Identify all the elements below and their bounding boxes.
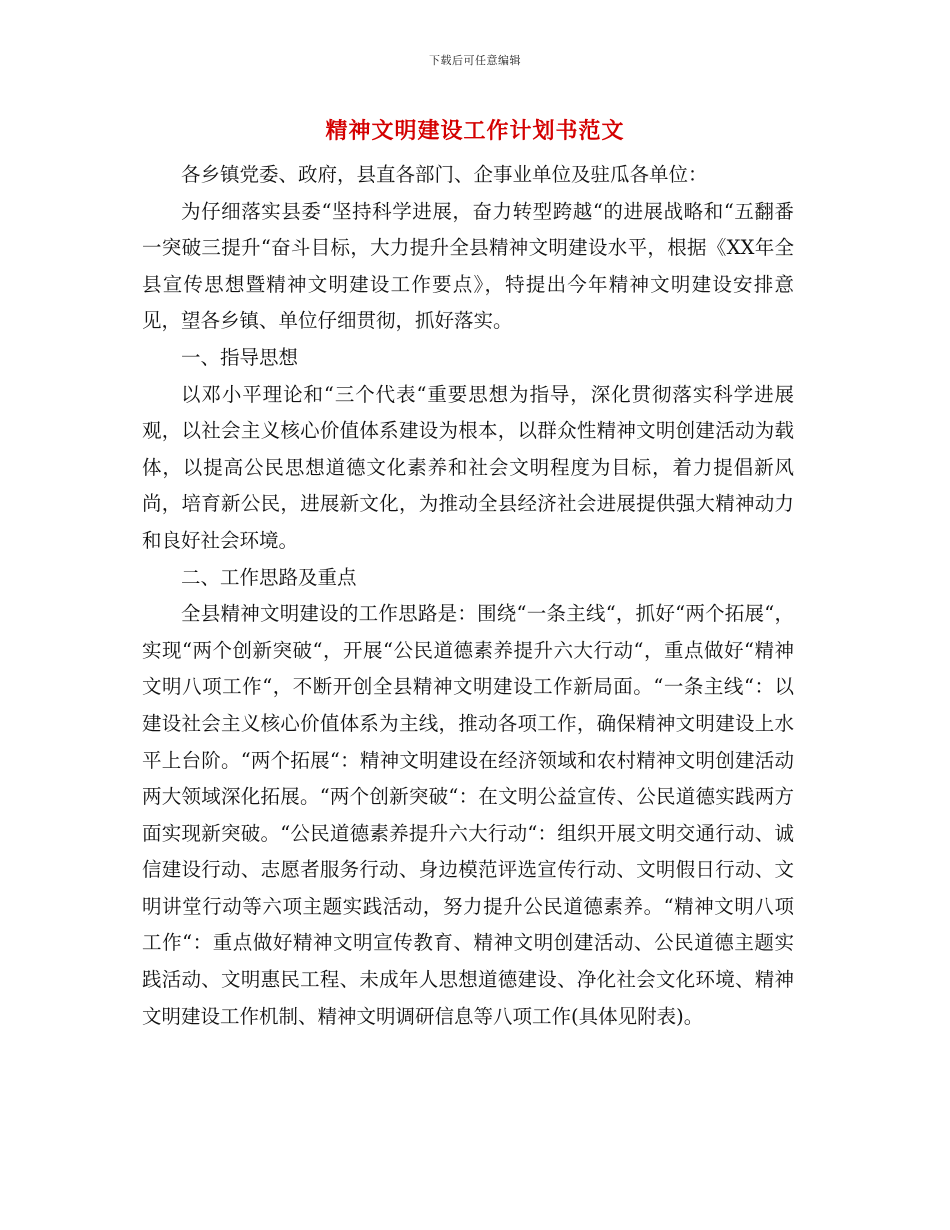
document-body (142, 157, 794, 1035)
header-note: 下载后可任意编辑 (429, 54, 521, 67)
section-heading-work-ideas: 二、工作思路及重点 (181, 565, 357, 589)
guiding-ideology-paragraph: 以邓小平理论和“三个代表“重要思想为指导，深化贯彻落实科学进展观，以社会主义核心价值体系建设为根本，以群众性精神文明创建活动为载体，以提高公民思想道德文化素养和社会文明程度为目标，着力提倡新风尚，培育新公民，进展新文化，为推动全县经济社会进展提供强大精神动力和良好社会环境。 (142, 382, 794, 552)
salutation-paragraph: 各乡镇党委、政府，县直各部门、企事业单位及驻瓜各单位： (181, 163, 708, 186)
document-title: 精神文明建设工作计划书范文 (325, 118, 625, 144)
work-ideas-paragraph: 全县精神文明建设的工作思路是：围绕“一条主线“，抓好“两个拓展“，实现“两个创新突破“，开展“公民道德素养提升六大行动“，重点做好“精神文明八项工作“，不断开创全县精神文明建设工作新局面。“一条主线“：以建设社会主义核心价值体系为主线，推动各项工作，确保精神文明建设上水平上台阶。“两个拓展“：精神文明建设在经济领域和农村精神文明创建活动两大领域深化拓展。“两个创新突破“：在文明公益宣传、公民道德实践两方面实现新突破。“公民道德素养提升六大行动“：组织开展文明交通行动、诚信建设行动、志愿者服务行动、身边模范评选宣传行动、文明假日行动、文明讲堂行动等六项主题实践活动，努力提升公民道德素养。“精神文明八项工作“：重点做好精神文明宣传教育、精神文明创建活动、公民道德主题实践活动、文明惠民工程、未成年人思想道德建设、净化社会文化环境、精神文明建设工作机制、精神文明调研信息等八项工作(具体见附表)。 (142, 602, 794, 1028)
section-heading-guiding-ideology: 一、指导思想 (181, 345, 299, 369)
intro-paragraph: 为仔细落实县委“坚持科学进展，奋力转型跨越“的进展战略和“五翻番一突破三提升“奋斗目标，大力提升全县精神文明建设水平，根据《XX年全县宣传思想暨精神文明建设工作要点》，特提出今年精神文明建设安排意见，望各乡镇、单位仔细贯彻，抓好落实。 (142, 199, 794, 333)
